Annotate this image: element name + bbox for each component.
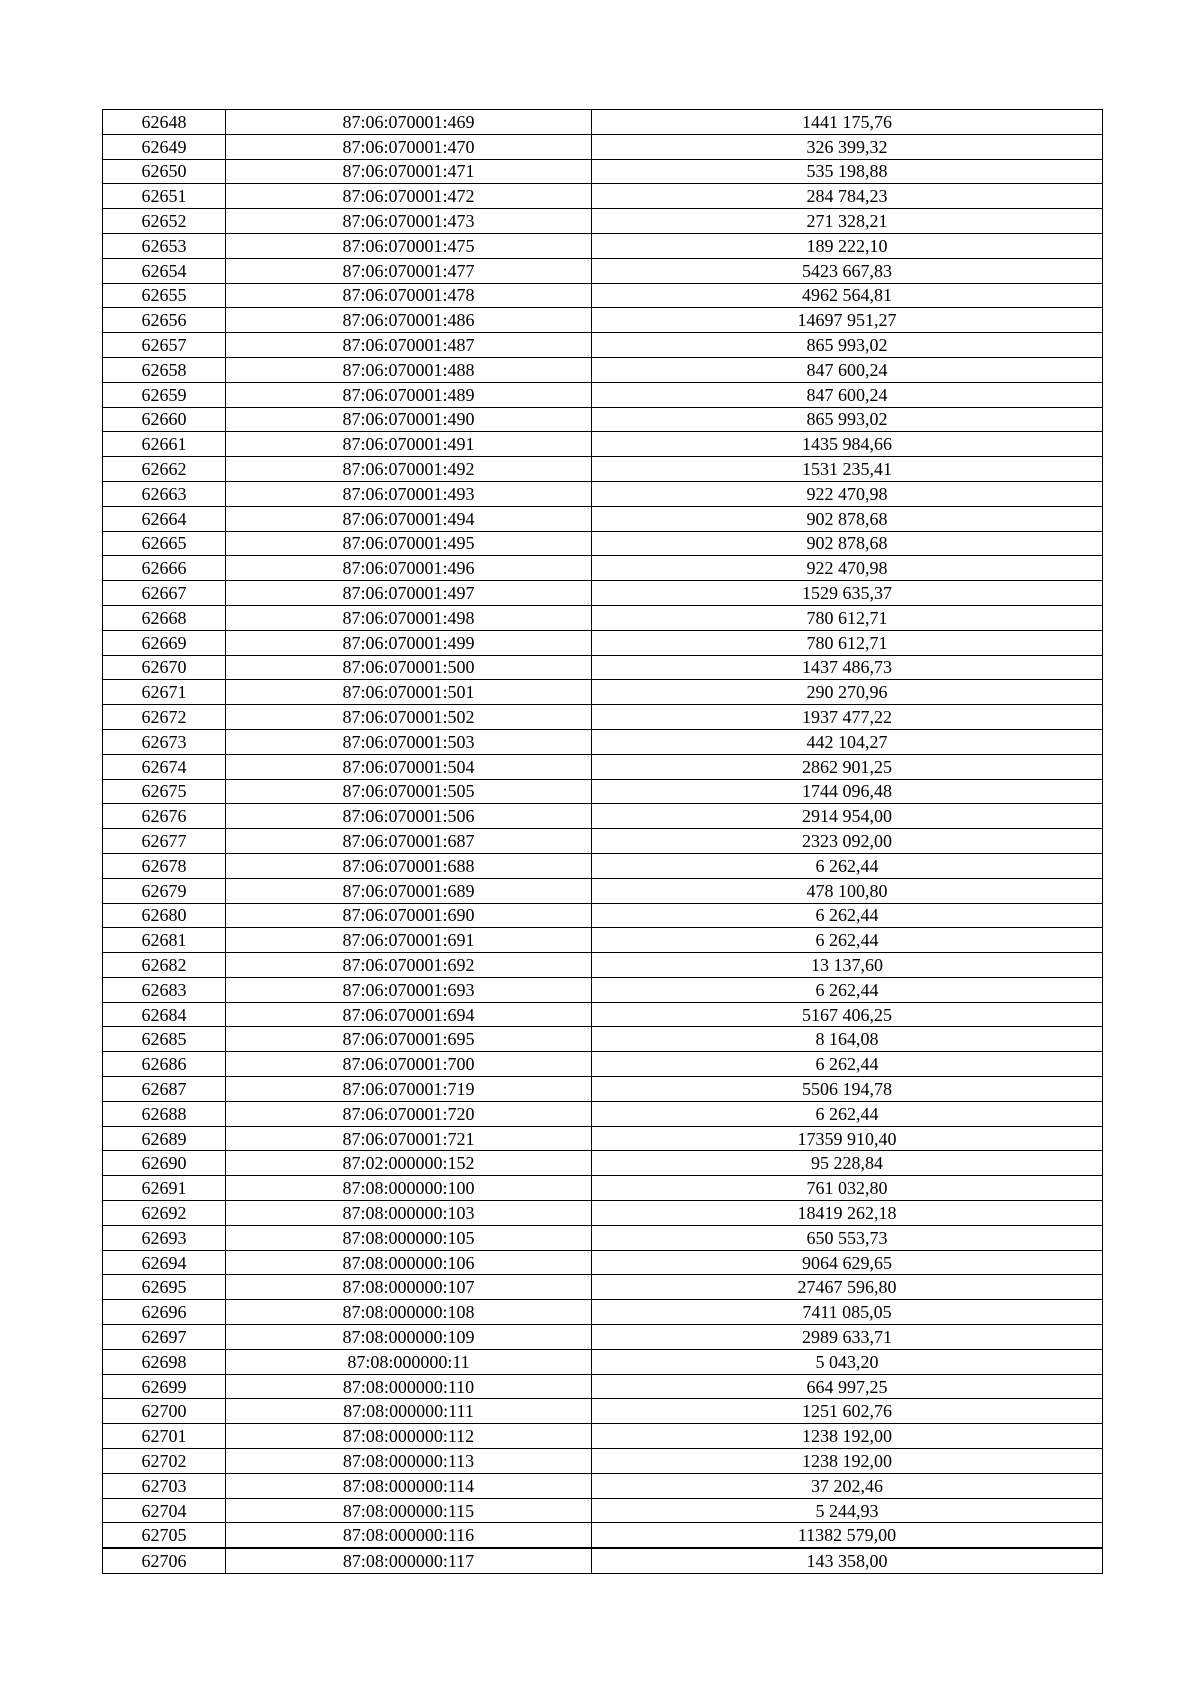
table-row — [103, 1498, 1103, 1523]
table-row — [103, 1424, 1103, 1449]
cadastral-value-cell: 1529 635,37 — [592, 581, 1103, 606]
cadastral-value-cell: 5 244,93 — [592, 1498, 1103, 1523]
table-row — [103, 481, 1103, 506]
cadastral-number-cell: 87:06:070001:486 — [226, 308, 592, 333]
row-number-cell: 62661 — [103, 432, 226, 457]
cadastral-number-cell: 87:06:070001:693 — [226, 977, 592, 1002]
cadastral-number-cell: 87:06:070001:499 — [226, 630, 592, 655]
row-number-cell: 62688 — [103, 1101, 226, 1126]
cadastral-number-cell: 87:06:070001:505 — [226, 779, 592, 804]
table-row — [103, 977, 1103, 1002]
row-number-cell: 62660 — [103, 407, 226, 432]
row-number-cell: 62701 — [103, 1424, 226, 1449]
row-number-cell: 62670 — [103, 655, 226, 680]
row-number-cell: 62656 — [103, 308, 226, 333]
row-number-cell: 62657 — [103, 333, 226, 358]
row-number-cell: 62654 — [103, 258, 226, 283]
table-row — [103, 110, 1103, 135]
table-row — [103, 407, 1103, 432]
cadastral-value-cell: 6 262,44 — [592, 903, 1103, 928]
cadastral-number-cell: 87:06:070001:690 — [226, 903, 592, 928]
document-page — [102, 109, 1102, 1574]
row-number-cell: 62674 — [103, 754, 226, 779]
table-row — [103, 432, 1103, 457]
cadastral-value-cell: 326 399,32 — [592, 134, 1103, 159]
row-number-cell: 62663 — [103, 481, 226, 506]
cadastral-value-cell: 284 784,23 — [592, 184, 1103, 209]
row-number-cell: 62651 — [103, 184, 226, 209]
cadastral-value-cell: 271 328,21 — [592, 209, 1103, 234]
cadastral-number-cell: 87:06:070001:504 — [226, 754, 592, 779]
table-row — [103, 209, 1103, 234]
cadastral-value-cell: 5423 667,83 — [592, 258, 1103, 283]
cadastral-number-cell: 87:08:000000:103 — [226, 1201, 592, 1226]
cadastral-value-cell: 189 222,10 — [592, 233, 1103, 258]
row-number-cell: 62677 — [103, 829, 226, 854]
table-row — [103, 233, 1103, 258]
cadastral-value-cell: 1238 192,00 — [592, 1449, 1103, 1474]
cadastral-value-cell: 922 470,98 — [592, 481, 1103, 506]
cadastral-value-cell: 865 993,02 — [592, 333, 1103, 358]
row-number-cell: 62667 — [103, 581, 226, 606]
cadastral-value-cell: 14697 951,27 — [592, 308, 1103, 333]
cadastral-number-cell: 87:06:070001:493 — [226, 481, 592, 506]
cadastral-number-cell: 87:06:070001:687 — [226, 829, 592, 854]
row-number-cell: 62681 — [103, 928, 226, 953]
row-number-cell: 62652 — [103, 209, 226, 234]
cadastral-number-cell: 87:06:070001:691 — [226, 928, 592, 953]
row-number-cell: 62695 — [103, 1275, 226, 1300]
cadastral-value-cell: 847 600,24 — [592, 382, 1103, 407]
row-number-cell: 62682 — [103, 953, 226, 978]
cadastral-value-cell: 6 262,44 — [592, 1101, 1103, 1126]
cadastral-number-cell: 87:06:070001:471 — [226, 159, 592, 184]
table-row — [103, 1523, 1103, 1548]
row-number-cell: 62678 — [103, 853, 226, 878]
row-number-cell: 62692 — [103, 1201, 226, 1226]
table-row — [103, 680, 1103, 705]
cadastral-number-cell: 87:06:070001:501 — [226, 680, 592, 705]
row-number-cell: 62699 — [103, 1374, 226, 1399]
cadastral-value-cell: 9064 629,65 — [592, 1250, 1103, 1275]
row-number-cell: 62676 — [103, 804, 226, 829]
table-row — [103, 258, 1103, 283]
row-number-cell: 62664 — [103, 506, 226, 531]
row-number-cell: 62650 — [103, 159, 226, 184]
table-row — [103, 581, 1103, 606]
table-row — [103, 779, 1103, 804]
row-number-cell: 62703 — [103, 1473, 226, 1498]
row-number-cell: 62658 — [103, 357, 226, 382]
cadastral-number-cell: 87:08:000000:113 — [226, 1449, 592, 1474]
cadastral-number-cell: 87:06:070001:695 — [226, 1027, 592, 1052]
row-number-cell: 62690 — [103, 1151, 226, 1176]
table-row — [103, 1548, 1103, 1573]
row-number-cell: 62705 — [103, 1523, 226, 1548]
table-row — [103, 531, 1103, 556]
cadastral-number-cell: 87:08:000000:106 — [226, 1250, 592, 1275]
cadastral-value-cell: 1744 096,48 — [592, 779, 1103, 804]
cadastral-number-cell: 87:06:070001:692 — [226, 953, 592, 978]
cadastral-value-cell: 95 228,84 — [592, 1151, 1103, 1176]
cadastral-value-cell: 2323 092,00 — [592, 829, 1103, 854]
cadastral-value-cell: 1531 235,41 — [592, 457, 1103, 482]
cadastral-value-cell: 1937 477,22 — [592, 705, 1103, 730]
row-number-cell: 62706 — [103, 1548, 226, 1573]
cadastral-number-cell: 87:06:070001:720 — [226, 1101, 592, 1126]
row-number-cell: 62693 — [103, 1225, 226, 1250]
cadastral-value-cell: 27467 596,80 — [592, 1275, 1103, 1300]
row-number-cell: 62671 — [103, 680, 226, 705]
cadastral-value-cell: 1435 984,66 — [592, 432, 1103, 457]
row-number-cell: 62684 — [103, 1002, 226, 1027]
table-row — [103, 184, 1103, 209]
table-row — [103, 357, 1103, 382]
cadastral-value-cell: 922 470,98 — [592, 556, 1103, 581]
cadastral-value-cell: 5506 194,78 — [592, 1077, 1103, 1102]
cadastral-value-cell: 17359 910,40 — [592, 1126, 1103, 1151]
table-row — [103, 605, 1103, 630]
cadastral-value-cell: 4962 564,81 — [592, 283, 1103, 308]
cadastral-number-cell: 87:06:070001:689 — [226, 878, 592, 903]
row-number-cell: 62675 — [103, 779, 226, 804]
cadastral-value-cell: 1437 486,73 — [592, 655, 1103, 680]
row-number-cell: 62649 — [103, 134, 226, 159]
cadastral-number-cell: 87:06:070001:700 — [226, 1052, 592, 1077]
row-number-cell: 62655 — [103, 283, 226, 308]
table-row — [103, 1201, 1103, 1226]
row-number-cell: 62673 — [103, 729, 226, 754]
table-row — [103, 1250, 1103, 1275]
table-row — [103, 1473, 1103, 1498]
cadastral-number-cell: 87:08:000000:109 — [226, 1325, 592, 1350]
cadastral-number-cell: 87:08:000000:105 — [226, 1225, 592, 1250]
cadastral-number-cell: 87:06:070001:503 — [226, 729, 592, 754]
table-row — [103, 1151, 1103, 1176]
cadastral-number-cell: 87:06:070001:492 — [226, 457, 592, 482]
row-number-cell: 62687 — [103, 1077, 226, 1102]
cadastral-value-cell: 8 164,08 — [592, 1027, 1103, 1052]
cadastral-number-cell: 87:06:070001:491 — [226, 432, 592, 457]
table-row — [103, 457, 1103, 482]
table-row — [103, 1300, 1103, 1325]
cadastral-number-cell: 87:06:070001:502 — [226, 705, 592, 730]
table-row — [103, 953, 1103, 978]
cadastral-value-cell: 478 100,80 — [592, 878, 1103, 903]
cadastral-number-cell: 87:08:000000:110 — [226, 1374, 592, 1399]
row-number-cell: 62662 — [103, 457, 226, 482]
row-number-cell: 62659 — [103, 382, 226, 407]
row-number-cell: 62653 — [103, 233, 226, 258]
cadastral-value-cell: 6 262,44 — [592, 1052, 1103, 1077]
row-number-cell: 62689 — [103, 1126, 226, 1151]
cadastral-number-cell: 87:06:070001:487 — [226, 333, 592, 358]
table-row — [103, 1027, 1103, 1052]
cadastral-value-cell: 290 270,96 — [592, 680, 1103, 705]
table-row — [103, 159, 1103, 184]
cadastral-value-cell: 761 032,80 — [592, 1176, 1103, 1201]
cadastral-number-cell: 87:08:000000:108 — [226, 1300, 592, 1325]
row-number-cell: 62666 — [103, 556, 226, 581]
row-number-cell: 62694 — [103, 1250, 226, 1275]
table-row — [103, 853, 1103, 878]
table-row — [103, 1176, 1103, 1201]
table-row — [103, 804, 1103, 829]
cadastral-number-cell: 87:06:070001:694 — [226, 1002, 592, 1027]
cadastral-value-cell: 650 553,73 — [592, 1225, 1103, 1250]
cadastral-number-cell: 87:08:000000:114 — [226, 1473, 592, 1498]
table-row — [103, 928, 1103, 953]
cadastral-value-cell: 865 993,02 — [592, 407, 1103, 432]
cadastral-number-cell: 87:02:000000:152 — [226, 1151, 592, 1176]
cadastral-number-cell: 87:08:000000:116 — [226, 1523, 592, 1548]
cadastral-value-cell: 442 104,27 — [592, 729, 1103, 754]
table-row — [103, 903, 1103, 928]
cadastral-value-cell: 5 043,20 — [592, 1349, 1103, 1374]
row-number-cell: 62679 — [103, 878, 226, 903]
table-row — [103, 705, 1103, 730]
cadastral-number-cell: 87:06:070001:496 — [226, 556, 592, 581]
cadastral-value-cell: 2914 954,00 — [592, 804, 1103, 829]
row-number-cell: 62668 — [103, 605, 226, 630]
cadastral-number-cell: 87:06:070001:497 — [226, 581, 592, 606]
row-number-cell: 62696 — [103, 1300, 226, 1325]
cadastral-number-cell: 87:06:070001:490 — [226, 407, 592, 432]
cadastral-number-cell: 87:06:070001:489 — [226, 382, 592, 407]
cadastral-value-cell: 143 358,00 — [592, 1548, 1103, 1573]
table-row — [103, 1325, 1103, 1350]
table-row — [103, 1349, 1103, 1374]
cadastral-value-cell: 6 262,44 — [592, 928, 1103, 953]
cadastral-number-cell: 87:06:070001:477 — [226, 258, 592, 283]
row-number-cell: 62704 — [103, 1498, 226, 1523]
table-row — [103, 308, 1103, 333]
table-row — [103, 134, 1103, 159]
cadastral-number-cell: 87:06:070001:688 — [226, 853, 592, 878]
cadastral-value-cell: 902 878,68 — [592, 506, 1103, 531]
cadastral-number-cell: 87:08:000000:11 — [226, 1349, 592, 1374]
cadastral-number-cell: 87:06:070001:469 — [226, 110, 592, 135]
table-row — [103, 283, 1103, 308]
table-row — [103, 1077, 1103, 1102]
cadastral-value-cell: 6 262,44 — [592, 853, 1103, 878]
row-number-cell: 62665 — [103, 531, 226, 556]
cadastral-value-cell: 18419 262,18 — [592, 1201, 1103, 1226]
table-row — [103, 1399, 1103, 1424]
cadastral-number-cell: 87:08:000000:115 — [226, 1498, 592, 1523]
row-number-cell: 62683 — [103, 977, 226, 1002]
cadastral-value-cell: 1251 602,76 — [592, 1399, 1103, 1424]
cadastral-value-cell: 6 262,44 — [592, 977, 1103, 1002]
cadastral-number-cell: 87:08:000000:112 — [226, 1424, 592, 1449]
cadastral-number-cell: 87:06:070001:495 — [226, 531, 592, 556]
cadastral-value-cell: 780 612,71 — [592, 630, 1103, 655]
cadastral-number-cell: 87:06:070001:500 — [226, 655, 592, 680]
cadastral-value-cell: 11382 579,00 — [592, 1523, 1103, 1548]
row-number-cell: 62698 — [103, 1349, 226, 1374]
cadastral-number-cell: 87:06:070001:506 — [226, 804, 592, 829]
row-number-cell: 62672 — [103, 705, 226, 730]
cadastral-value-cell: 780 612,71 — [592, 605, 1103, 630]
cadastral-value-cell: 847 600,24 — [592, 357, 1103, 382]
table-row — [103, 1374, 1103, 1399]
cadastral-number-cell: 87:06:070001:488 — [226, 357, 592, 382]
table-row — [103, 333, 1103, 358]
cadastral-number-cell: 87:06:070001:498 — [226, 605, 592, 630]
cadastral-number-cell: 87:06:070001:473 — [226, 209, 592, 234]
table-row — [103, 630, 1103, 655]
table-row — [103, 1275, 1103, 1300]
table-row — [103, 829, 1103, 854]
cadastral-value-cell: 1441 175,76 — [592, 110, 1103, 135]
cadastral-value-cell: 13 137,60 — [592, 953, 1103, 978]
row-number-cell: 62680 — [103, 903, 226, 928]
cadastral-value-cell: 7411 085,05 — [592, 1300, 1103, 1325]
cadastral-number-cell: 87:06:070001:719 — [226, 1077, 592, 1102]
cadastral-value-cell: 5167 406,25 — [592, 1002, 1103, 1027]
row-number-cell: 62700 — [103, 1399, 226, 1424]
cadastral-value-cell: 2862 901,25 — [592, 754, 1103, 779]
cadastral-value-cell: 664 997,25 — [592, 1374, 1103, 1399]
cadastral-number-cell: 87:06:070001:478 — [226, 283, 592, 308]
table-row — [103, 878, 1103, 903]
cadastral-number-cell: 87:08:000000:111 — [226, 1399, 592, 1424]
table-body — [103, 110, 1103, 1574]
cadastral-value-table — [102, 109, 1103, 1574]
cadastral-number-cell: 87:08:000000:117 — [226, 1548, 592, 1573]
table-row — [103, 1225, 1103, 1250]
table-row — [103, 1126, 1103, 1151]
table-row — [103, 1101, 1103, 1126]
cadastral-value-cell: 37 202,46 — [592, 1473, 1103, 1498]
row-number-cell: 62685 — [103, 1027, 226, 1052]
cadastral-value-cell: 535 198,88 — [592, 159, 1103, 184]
row-number-cell: 62686 — [103, 1052, 226, 1077]
cadastral-number-cell: 87:06:070001:475 — [226, 233, 592, 258]
cadastral-number-cell: 87:06:070001:494 — [226, 506, 592, 531]
cadastral-number-cell: 87:06:070001:472 — [226, 184, 592, 209]
row-number-cell: 62669 — [103, 630, 226, 655]
table-row — [103, 556, 1103, 581]
table-row — [103, 506, 1103, 531]
table-row — [103, 1449, 1103, 1474]
table-row — [103, 1002, 1103, 1027]
cadastral-number-cell: 87:06:070001:721 — [226, 1126, 592, 1151]
cadastral-value-cell: 902 878,68 — [592, 531, 1103, 556]
table-row — [103, 754, 1103, 779]
cadastral-number-cell: 87:06:070001:470 — [226, 134, 592, 159]
table-row — [103, 729, 1103, 754]
table-row — [103, 1052, 1103, 1077]
cadastral-number-cell: 87:08:000000:100 — [226, 1176, 592, 1201]
row-number-cell: 62648 — [103, 110, 226, 135]
cadastral-value-cell: 1238 192,00 — [592, 1424, 1103, 1449]
row-number-cell: 62691 — [103, 1176, 226, 1201]
cadastral-number-cell: 87:08:000000:107 — [226, 1275, 592, 1300]
table-row — [103, 382, 1103, 407]
row-number-cell: 62702 — [103, 1449, 226, 1474]
table-row — [103, 655, 1103, 680]
row-number-cell: 62697 — [103, 1325, 226, 1350]
cadastral-value-cell: 2989 633,71 — [592, 1325, 1103, 1350]
